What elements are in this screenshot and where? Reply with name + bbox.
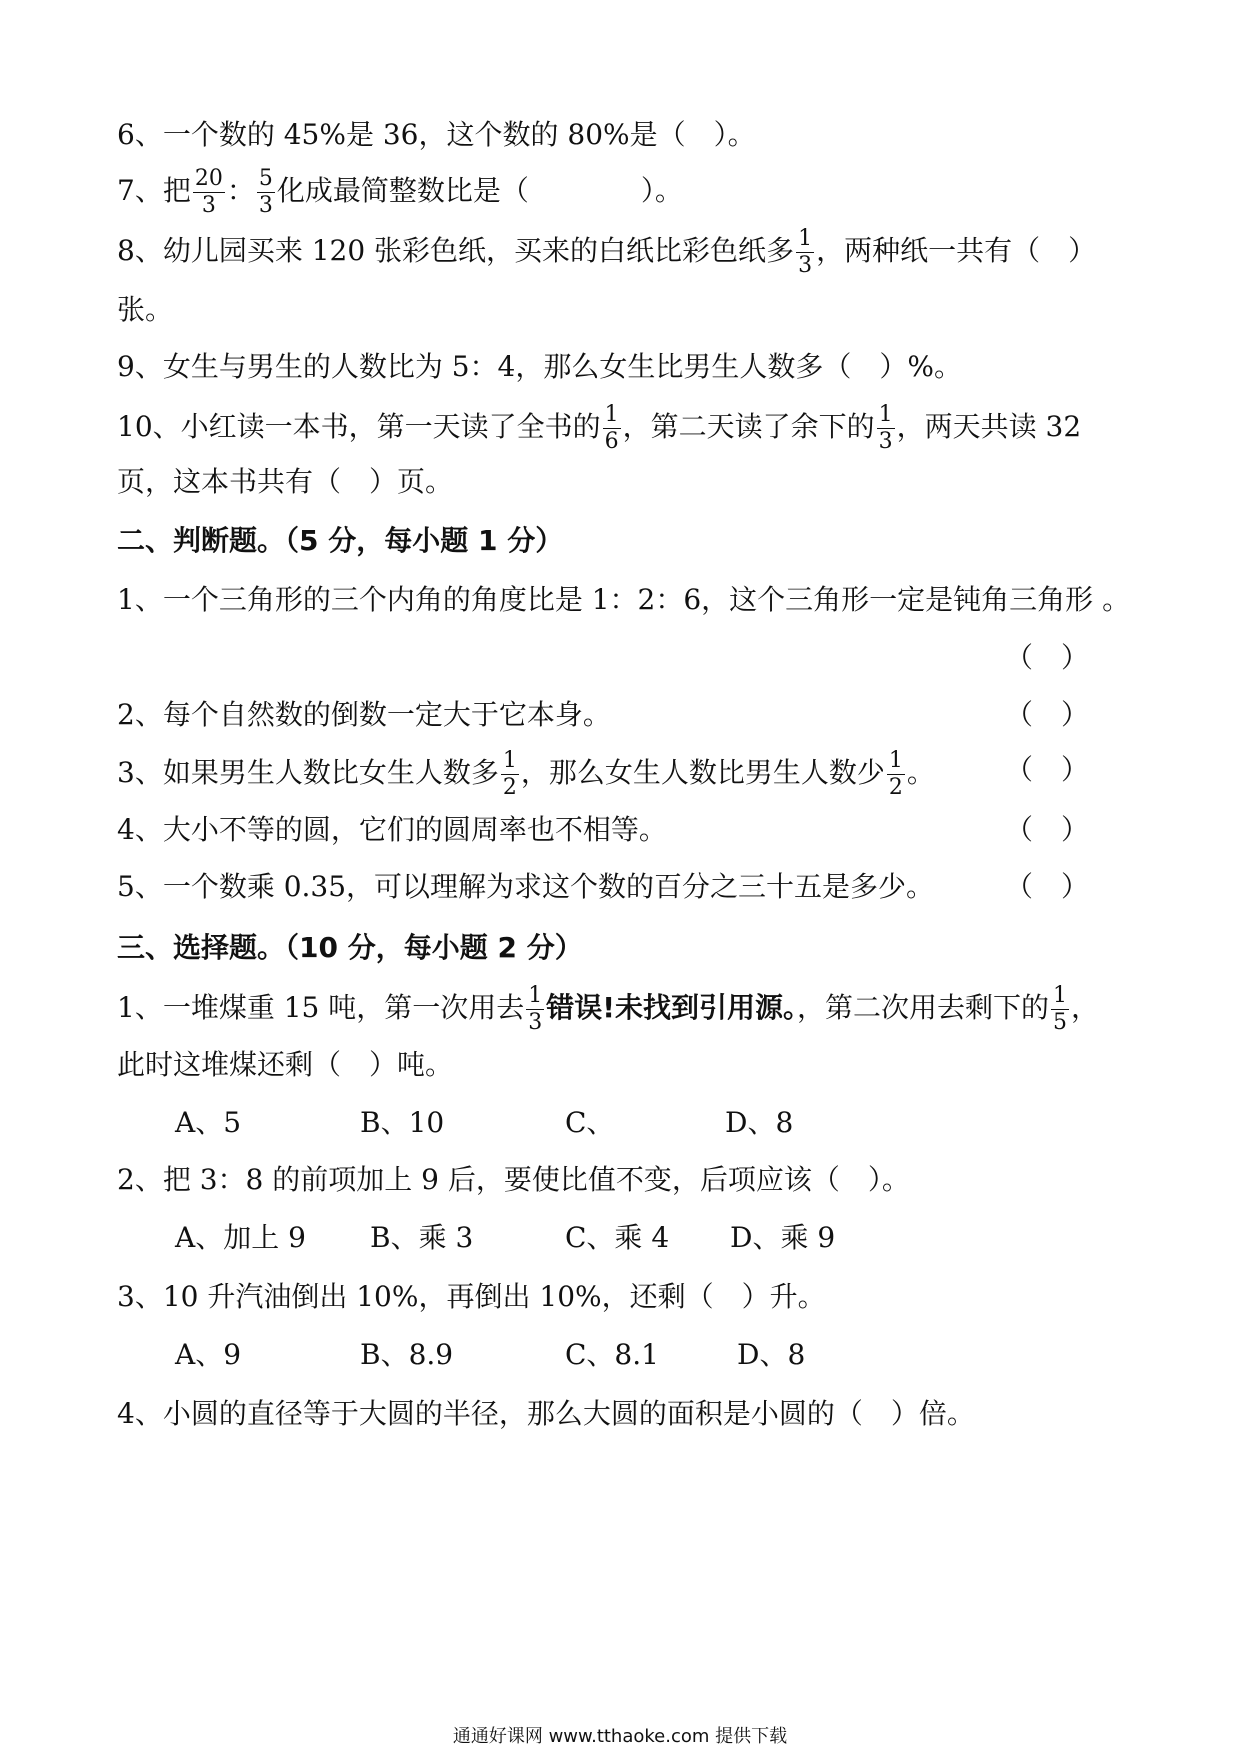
fraction: $\frac{1}{3}$ [798, 226, 813, 278]
question-8-continued: 张。 [117, 293, 174, 326]
fraction: $\frac{1}{2}$ [502, 748, 517, 800]
question-9: 9、女生与男生的人数比为 5：4，那么女生比男生人数多（ ）%。 [117, 350, 962, 383]
question-10-continued: 页，这本书共有（ ）页。 [117, 465, 454, 498]
fraction: $\frac{1}{5}$ [1053, 983, 1068, 1035]
question-6: 6、一个数的 45%是 36，这个数的 80%是（ ）。 [117, 118, 756, 151]
option-c[interactable]: C、 [565, 1106, 615, 1139]
fraction: $\frac{5}{3}$ [258, 166, 273, 218]
question-8: 8、幼儿园买来 120 张彩色纸，买来的白纸比彩色纸多 $\frac{1}{3}$ ，两种纸一共有（ ） [117, 226, 1097, 278]
fraction: $\frac{1}{2}$ [888, 748, 903, 800]
option-d[interactable]: D、乘 9 [730, 1221, 836, 1254]
judge-question-3: 3、如果男生人数比女生人数多 $\frac{1}{2}$ ，那么女生人数比男生人数少 $\frac{1}{2}$ 。 [117, 748, 935, 800]
judge-question-4: 4、大小不等的圆，它们的圆周率也不相等。 [117, 813, 667, 846]
section-heading-judge: 二、判断题。（5 分，每小题 1 分） [117, 524, 564, 557]
fraction: $\frac{1}{6}$ [604, 402, 619, 454]
option-d[interactable]: D、8 [725, 1106, 794, 1139]
question-7-text-a: 7、把 [117, 174, 191, 207]
section-heading-choice: 三、选择题。（10 分，每小题 2 分） [117, 931, 583, 964]
option-a[interactable]: A、5 [175, 1106, 242, 1139]
judge-question-1: 1、一个三角形的三个内角的角度比是 1：2：6，这个三角形一定是钝角三角形 。 [117, 583, 1131, 616]
judge-question-5: 5、一个数乘 0.35，可以理解为求这个数的百分之三十五是多少。 [117, 870, 935, 903]
option-b[interactable]: B、8.9 [360, 1338, 454, 1371]
fraction: $\frac{1}{3}$ [878, 402, 893, 454]
choice-question-1: 1、一堆煤重 15 吨，第一次用去 $\frac{1}{3}$ 错误!未找到引用源。，第二次用去剩下的 $\frac{1}{5}$ ， [117, 983, 1100, 1035]
answer-blank[interactable]: （ ） [1005, 641, 1090, 674]
question-7-text-b: ： [226, 174, 255, 207]
judge-question-2: 2、每个自然数的倒数一定大于它本身。 [117, 698, 611, 731]
option-b[interactable]: B、乘 3 [370, 1221, 474, 1254]
answer-blank[interactable]: （ ） [1005, 870, 1090, 903]
answer-blank[interactable]: （ ） [1005, 813, 1090, 846]
option-a[interactable]: A、加上 9 [175, 1221, 306, 1254]
fraction: $\frac{1}{3}$ [528, 983, 543, 1035]
option-b[interactable]: B、10 [360, 1106, 445, 1139]
question-7-text-c: 化成最简整数比是（ ）。 [276, 174, 683, 207]
choice-question-3: 3、10 升汽油倒出 10%，再倒出 10%，还剩（ ）升。 [117, 1280, 826, 1313]
option-d[interactable]: D、8 [737, 1338, 806, 1371]
answer-blank[interactable]: （ ） [1005, 753, 1090, 786]
answer-blank[interactable]: （ ） [1005, 698, 1090, 731]
page-footer: 通通好课网 www.tthaoke.com 提供下载 [452, 1726, 788, 1747]
choice-question-2: 2、把 3：8 的前项加上 9 后，要使比值不变，后项应该（ ）。 [117, 1163, 910, 1196]
fraction: $\frac{20}{3}$ [194, 166, 223, 218]
reference-error-text: 错误!未找到引用源。 [546, 991, 798, 1024]
question-7 [117, 168, 683, 217]
question-10: 10、小红读一本书，第一天读了全书的 $\frac{1}{6}$ ，第二天读了余下的 $\frac{1}{3}$ ，两天共读 32 [117, 402, 1082, 454]
option-c[interactable]: C、8.1 [565, 1338, 659, 1371]
choice-question-1-continued: 此时这堆煤还剩（ ）吨。 [117, 1048, 454, 1081]
choice-question-4: 4、小圆的直径等于大圆的半径，那么大圆的面积是小圆的（ ）倍。 [117, 1397, 975, 1430]
option-a[interactable]: A、9 [175, 1338, 242, 1371]
option-c[interactable]: C、乘 4 [565, 1221, 670, 1254]
